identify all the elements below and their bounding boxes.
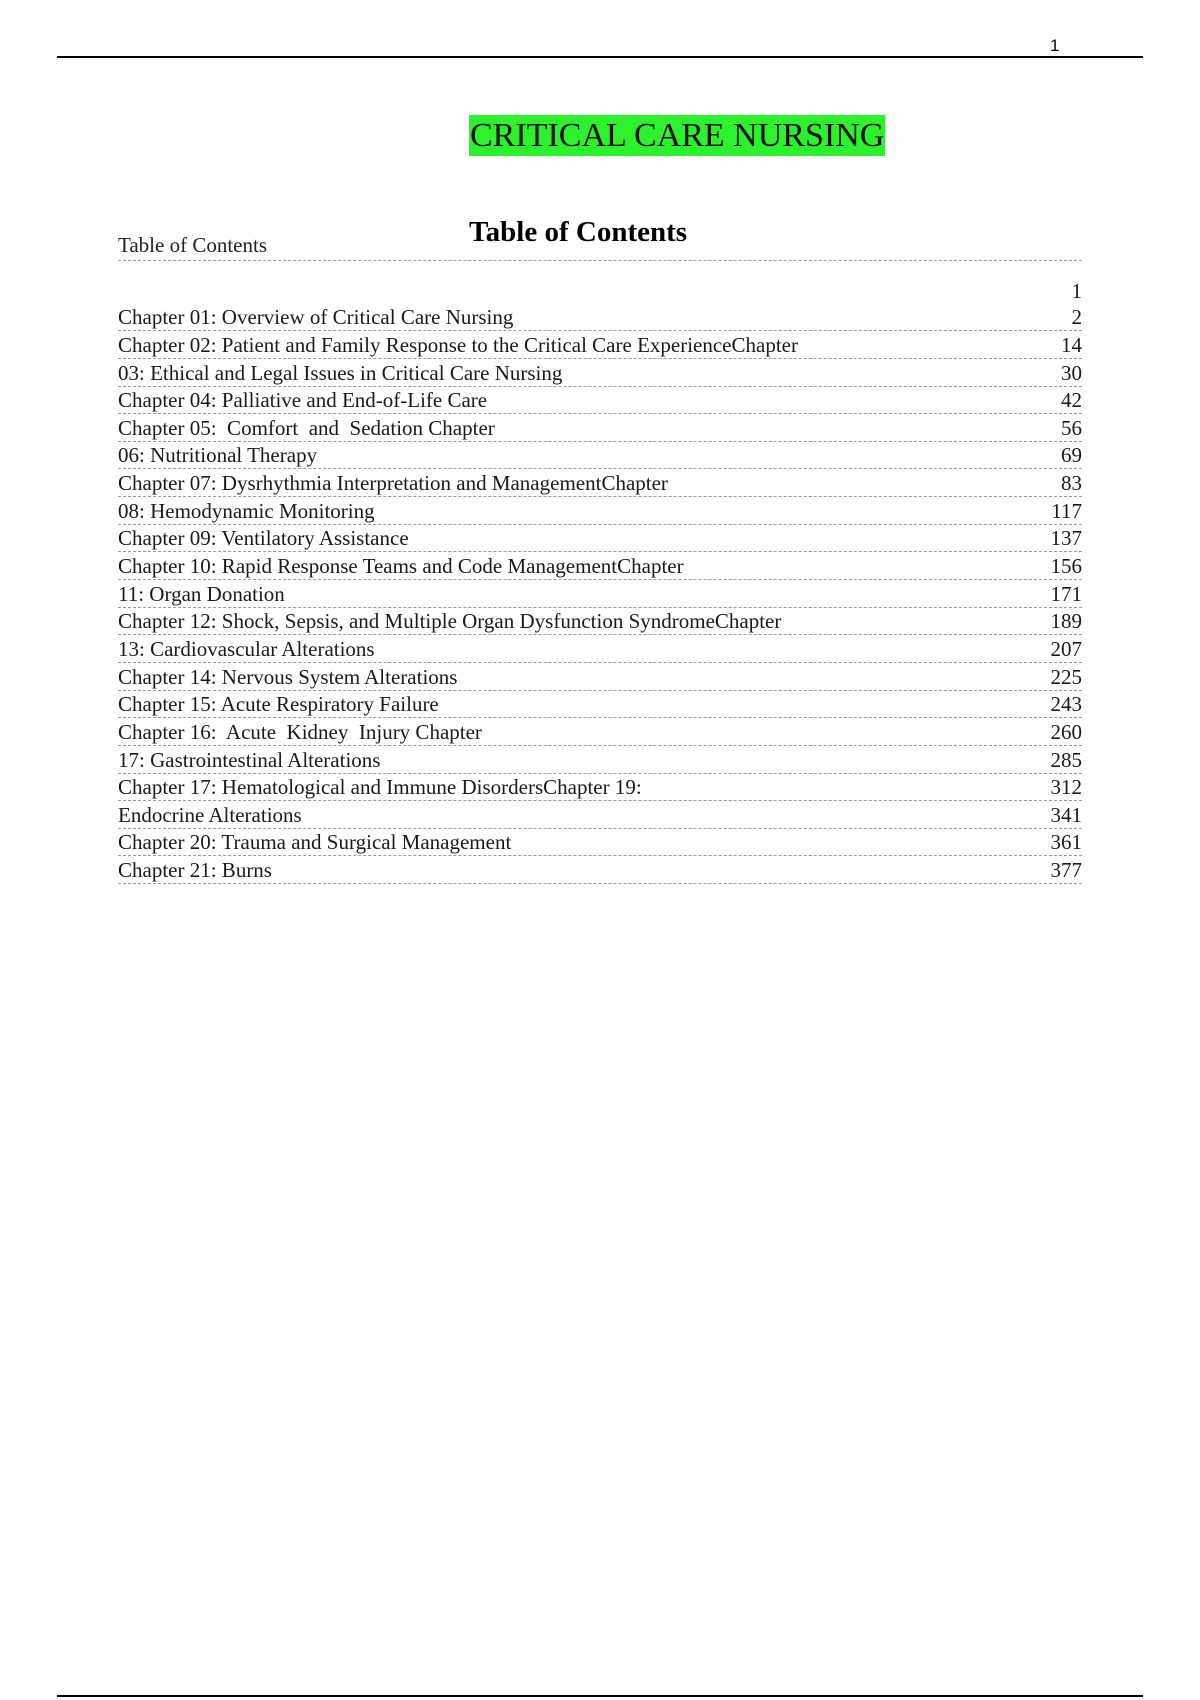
toc-entry-text: 13: Cardiovascular Alterations (118, 636, 375, 661)
toc-entry-page: 117 (1051, 498, 1082, 523)
toc-row[interactable] (118, 801, 1082, 829)
toc-row[interactable] (118, 442, 1082, 470)
toc-entry-text: Chapter 09: Ventilatory Assistance (118, 526, 409, 551)
toc-entry-text: Chapter 20: Trauma and Surgical Management (118, 830, 512, 855)
toc-row[interactable] (118, 608, 1082, 636)
toc-label: Table of Contents (118, 233, 267, 257)
footer-rule (57, 1695, 1143, 1697)
toc-row[interactable] (118, 469, 1082, 497)
toc-entry-page: 83 (1061, 471, 1082, 496)
toc-entry-page: 42 (1061, 388, 1082, 413)
toc-row[interactable] (118, 580, 1082, 608)
header-rule (57, 56, 1143, 58)
toc-row[interactable] (118, 304, 1082, 332)
toc-entry-text: 11: Organ Donation (118, 581, 285, 606)
toc-row[interactable] (118, 691, 1082, 719)
toc-entry-page: 243 (1050, 692, 1082, 717)
toc-entry-text: 17: Gastrointestinal Alterations (118, 747, 381, 772)
toc-entry-page: 56 (1061, 415, 1082, 440)
toc-top-rule (118, 260, 1082, 261)
toc-row[interactable] (118, 552, 1082, 580)
toc-entry-page: 69 (1061, 443, 1082, 468)
toc-entry-page: 377 (1050, 858, 1082, 883)
toc-entry-text: 08: Hemodynamic Monitoring (118, 498, 375, 523)
toc-row[interactable] (118, 497, 1082, 525)
toc-entry-page: 285 (1050, 747, 1082, 772)
toc-entry-text: Chapter 07: Dysrhythmia Interpretation and ManagementChapter (118, 471, 668, 496)
toc-entry-text: Chapter 12: Shock, Sepsis, and Multiple Organ Dysfunction SyndromeChapter (118, 609, 782, 634)
toc-entry-page: 260 (1050, 719, 1082, 744)
toc-row[interactable] (118, 414, 1082, 442)
toc-entry-page: 156 (1050, 554, 1082, 579)
toc-entry-page: 2 (1071, 305, 1082, 330)
toc-row[interactable] (118, 525, 1082, 553)
toc-entry-text: Endocrine Alterations (118, 802, 302, 827)
toc-entry-text: Chapter 16: Acute Kidney Injury Chapter (118, 719, 482, 744)
toc-row[interactable] (118, 718, 1082, 746)
toc-entry-text: 03: Ethical and Legal Issues in Critical Care Nursing (118, 360, 563, 385)
toc-row[interactable] (118, 635, 1082, 663)
toc-entry-text: Chapter 02: Patient and Family Response to the Critical Care ExperienceChapter (118, 332, 798, 357)
toc-entry-page: 137 (1050, 526, 1082, 551)
toc-entry-text: Chapter 21: Burns (118, 858, 272, 883)
toc-entry-text: Chapter 14: Nervous System Alterations (118, 664, 458, 689)
toc-row[interactable] (118, 276, 1082, 304)
toc-entry-page: 207 (1050, 636, 1082, 661)
header-page-number: 1 (1050, 36, 1060, 55)
toc-list (118, 276, 1082, 884)
toc-entry-page: 14 (1061, 332, 1082, 357)
toc-entry-page: 225 (1050, 664, 1082, 689)
toc-heading: Table of Contents (469, 216, 688, 248)
toc-row[interactable] (118, 387, 1082, 415)
toc-row[interactable] (118, 746, 1082, 774)
toc-row[interactable] (118, 331, 1082, 359)
toc-entry-text: Chapter 05: Comfort and Sedation Chapter (118, 415, 495, 440)
toc-entry-text: Chapter 17: Hematological and Immune DisordersChapter 19: (118, 775, 642, 800)
toc-entry-text: Chapter 04: Palliative and End-of-Life Care (118, 388, 488, 413)
toc-entry-page: 341 (1050, 802, 1082, 827)
toc-row[interactable] (118, 359, 1082, 387)
toc-entry-text: 06: Nutritional Therapy (118, 443, 318, 468)
toc-entry-page: 171 (1050, 581, 1082, 606)
toc-entry-page: 1 (1071, 278, 1082, 303)
document-title: CRITICAL CARE NURSING (470, 117, 885, 154)
toc-row[interactable] (118, 856, 1082, 884)
toc-entry-page: 312 (1050, 775, 1082, 800)
toc-entry-text: Chapter 01: Overview of Critical Care Nursing (118, 305, 514, 330)
toc-entry-text: Chapter 10: Rapid Response Teams and Code ManagementChapter (118, 554, 684, 579)
toc-entry-page: 30 (1061, 360, 1082, 385)
toc-entry-page: 361 (1050, 830, 1082, 855)
toc-entry-text: Chapter 15: Acute Respiratory Failure (118, 692, 439, 717)
toc-row[interactable] (118, 663, 1082, 691)
toc-row[interactable] (118, 829, 1082, 857)
toc-entry-page: 189 (1050, 609, 1082, 634)
toc-row[interactable] (118, 774, 1082, 802)
